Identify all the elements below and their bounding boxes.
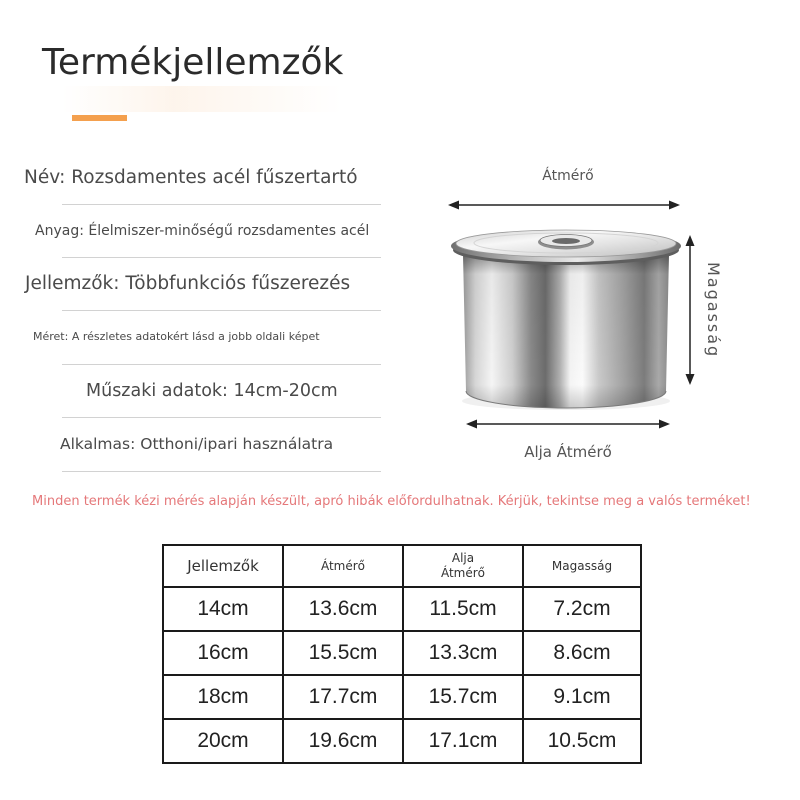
spec-divider	[62, 471, 381, 472]
bottom-diameter-arrow	[466, 420, 670, 429]
table-header-bottom-diameter	[403, 545, 523, 587]
table-cell: 13.3cm	[403, 631, 523, 675]
diameter-label: Átmérő	[542, 168, 594, 184]
table-cell: 11.5cm	[403, 587, 523, 631]
spec-technical-data: Műszaki adatok: 14cm-20cm	[86, 381, 338, 401]
spec-size: Méret: A részletes adatokért lásd a jobb oldali képet	[33, 330, 320, 343]
lid-knob	[538, 235, 594, 250]
table-cell: 20cm	[163, 719, 283, 763]
measurement-notice: Minden termék kézi mérés alapján készült, apró hibák előfordulhatnak. Kérjük, tekintse meg a valós terméket!	[32, 494, 751, 509]
table-cell: 19.6cm	[283, 719, 403, 763]
spec-usage: Alkalmas: Otthoni/ipari használatra	[60, 435, 334, 453]
table-cell: 10.5cm	[523, 719, 641, 763]
table-header-height: Magasság	[523, 545, 641, 587]
table-cell: 15.7cm	[403, 675, 523, 719]
pot-diagram	[420, 150, 740, 470]
table-cell: 7.2cm	[523, 587, 641, 631]
spec-divider	[62, 257, 381, 258]
spec-material: Anyag: Élelmiszer-minőségű rozsdamentes acél	[35, 223, 370, 239]
table-cell: 16cm	[163, 631, 283, 675]
table-cell: 17.1cm	[403, 719, 523, 763]
table-header-diameter: Átmérő	[283, 545, 403, 587]
spec-divider	[62, 204, 381, 205]
spec-name: Név: Rozsdamentes acél fűszertartó	[24, 167, 358, 188]
spec-divider	[62, 417, 381, 418]
title-highlight	[62, 86, 342, 112]
bottom-diameter-label: Alja Átmérő	[524, 443, 612, 461]
table-cell: 9.1cm	[523, 675, 641, 719]
table-cell: 8.6cm	[523, 631, 641, 675]
table-row	[163, 675, 641, 719]
table-row	[163, 719, 641, 763]
table-cell: 15.5cm	[283, 631, 403, 675]
size-table	[162, 544, 642, 764]
spec-divider	[62, 310, 381, 311]
page-title: Termékjellemzők	[42, 42, 344, 83]
diameter-arrow	[448, 201, 680, 210]
table-header-features: Jellemzők	[163, 545, 283, 587]
title-accent-bar	[72, 115, 127, 121]
table-header-row	[163, 545, 641, 587]
table-header-bottom-diameter-text: Alja Átmérő	[440, 551, 486, 580]
spec-divider	[62, 364, 381, 365]
cooking-pot-icon	[451, 230, 681, 410]
table-cell: 13.6cm	[283, 587, 403, 631]
height-label: Magasság	[704, 262, 723, 359]
table-cell: 17.7cm	[283, 675, 403, 719]
spec-features: Jellemzők: Többfunkciós fűszerezés	[25, 273, 351, 294]
table-cell: 18cm	[163, 675, 283, 719]
height-arrow	[686, 235, 695, 385]
table-row	[163, 631, 641, 675]
table-row	[163, 587, 641, 631]
table-cell: 14cm	[163, 587, 283, 631]
